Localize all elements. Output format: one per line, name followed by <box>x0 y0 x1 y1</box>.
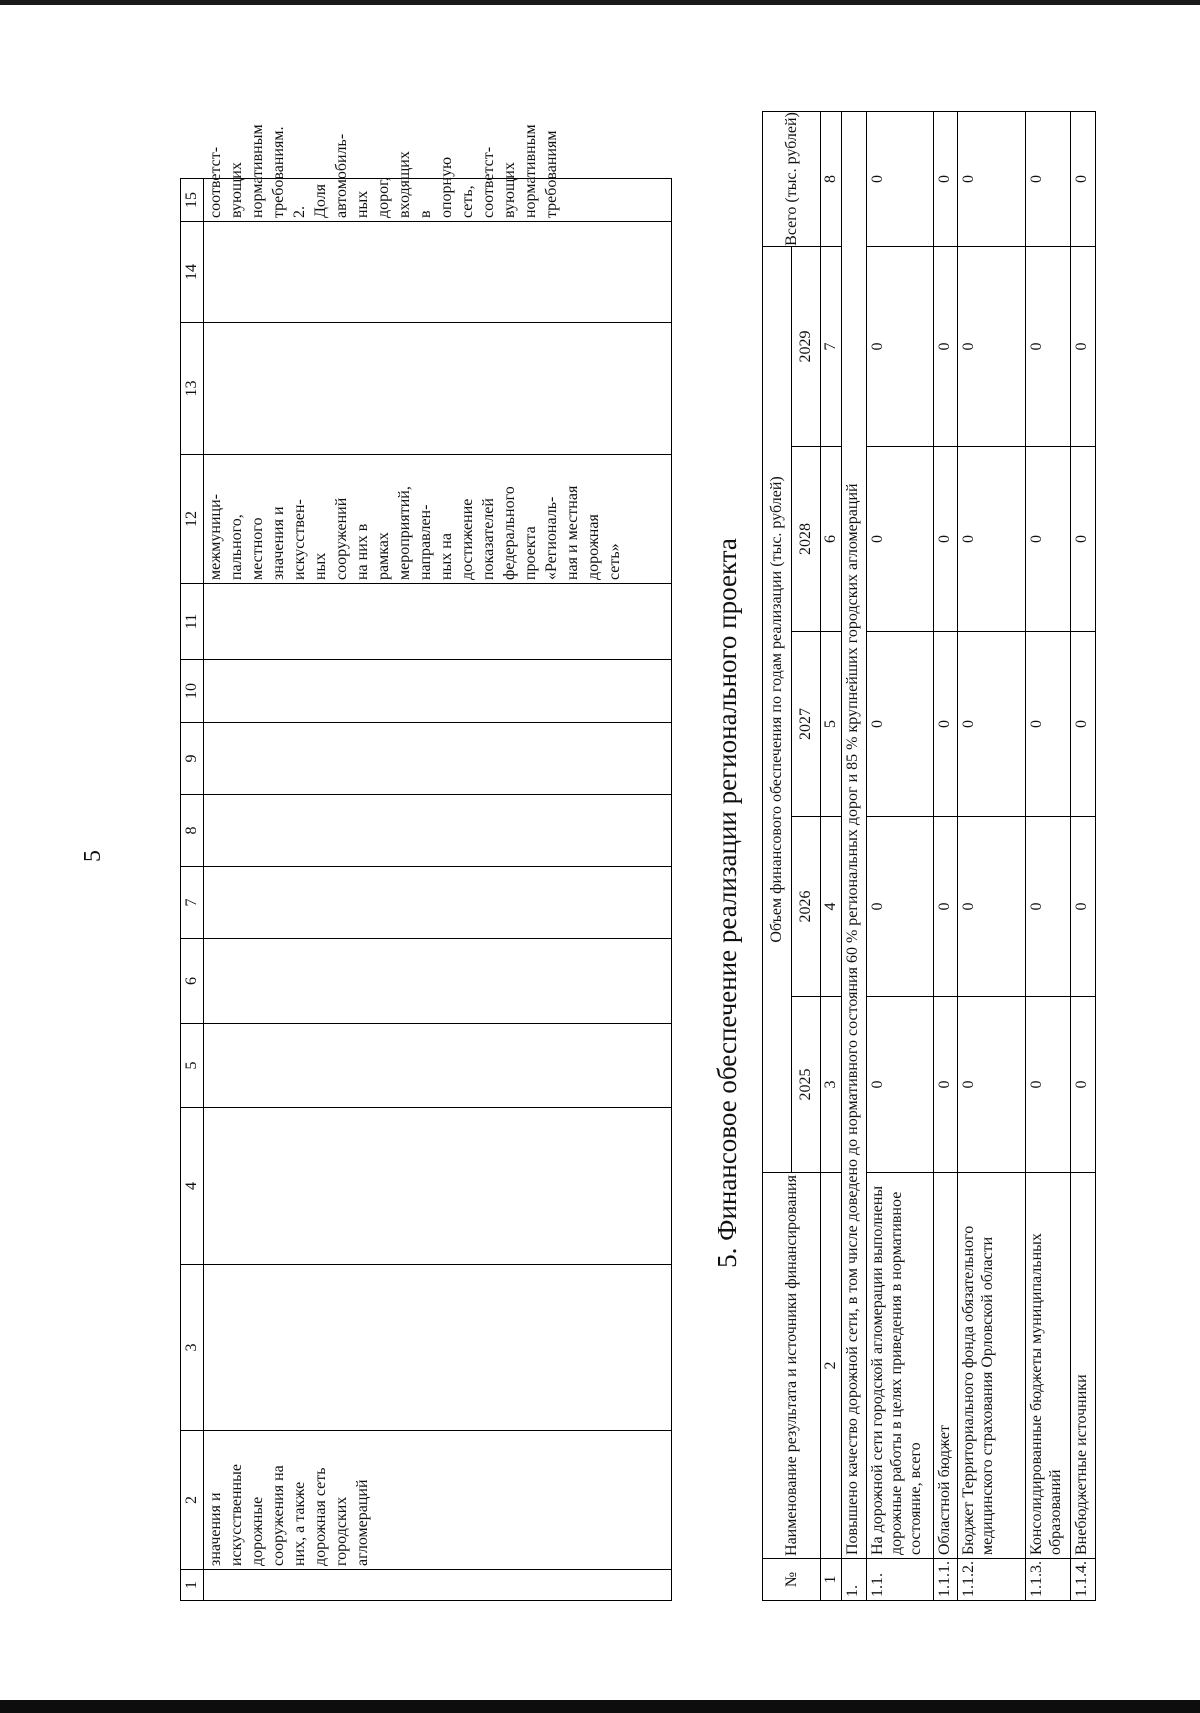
col-num-3: 3 <box>181 1265 204 1431</box>
value-2026: 0 <box>866 817 933 997</box>
col-num-13: 13 <box>181 323 204 455</box>
year-2026: 2026 <box>791 817 820 997</box>
row-no: 1.1. <box>866 1559 933 1601</box>
header-total: Всего (тыс. рублей) <box>763 111 821 246</box>
row-name: Внебюджетные источники <box>1071 1173 1096 1559</box>
col-num-11: 11 <box>181 584 204 660</box>
year-2027: 2027 <box>791 632 820 817</box>
finance-row <box>1071 111 1096 1600</box>
col-num-8: 8 <box>181 795 204 867</box>
cell-8 <box>204 795 672 867</box>
value-2027: 0 <box>958 632 1025 817</box>
value-2029: 0 <box>1071 246 1096 446</box>
value-2028: 0 <box>1071 447 1096 632</box>
colnum-3: 3 <box>820 997 841 1173</box>
value-2025: 0 <box>933 997 958 1173</box>
colnum-2: 2 <box>820 1173 841 1559</box>
value-2026: 0 <box>958 817 1025 997</box>
cell-15-text: соответст- вующих нормативным требованиям. 2. Доля автомобиль- ных дорог, входящих в опорную сеть, соответст- вующих нормативным требованиям <box>204 179 672 222</box>
value-2029: 0 <box>1025 246 1071 446</box>
header-no: № <box>763 1559 821 1601</box>
row-no: 1.1.3. <box>1025 1559 1071 1601</box>
cell-2-text: значения и искусственные дорожные сооружения на них, а также дорожная сеть городских агломераций <box>204 1431 672 1570</box>
finance-column-numbers <box>820 111 841 1600</box>
finance-row <box>958 111 1025 1600</box>
finance-row <box>933 111 958 1600</box>
section-title: 5. Финансовое обеспечение реализации регионального проекта <box>712 538 742 1268</box>
col-num-12: 12 <box>181 455 204 584</box>
year-2028: 2028 <box>791 447 820 632</box>
col-num-5: 5 <box>181 1024 204 1108</box>
section-no: 1. <box>841 1559 866 1601</box>
col-num-2: 2 <box>181 1431 204 1570</box>
cell-13 <box>204 323 672 455</box>
year-2029: 2029 <box>791 246 820 446</box>
value-2028: 0 <box>933 447 958 632</box>
cell-5 <box>204 1024 672 1108</box>
value-2028: 0 <box>1025 447 1071 632</box>
cell-10 <box>204 660 672 723</box>
value-2027: 0 <box>1025 632 1071 817</box>
cell-6 <box>204 939 672 1024</box>
value-total: 0 <box>1025 111 1071 246</box>
cell-7 <box>204 867 672 939</box>
col-num-1: 1 <box>181 1570 204 1601</box>
col-num-14: 14 <box>181 222 204 323</box>
cell-4 <box>204 1108 672 1265</box>
value-2025: 0 <box>958 997 1025 1173</box>
row-name: Бюджет Территориального фонда обязательного медицинского страхования Орловской области <box>958 1173 1025 1559</box>
value-2027: 0 <box>1071 632 1096 817</box>
col-num-10: 10 <box>181 660 204 723</box>
value-total: 0 <box>1071 111 1096 246</box>
cell-9 <box>204 723 672 795</box>
finance-header-row-1 <box>763 111 792 1600</box>
value-2026: 0 <box>1025 817 1071 997</box>
value-total: 0 <box>866 111 933 246</box>
cell-1 <box>204 1570 672 1601</box>
colnum-7: 7 <box>820 246 841 446</box>
col-num-7: 7 <box>181 867 204 939</box>
value-2029: 0 <box>866 246 933 446</box>
value-total: 0 <box>958 111 1025 246</box>
colnum-5: 5 <box>820 632 841 817</box>
value-2027: 0 <box>933 632 958 817</box>
row-no: 1.1.1. <box>933 1559 958 1601</box>
value-total: 0 <box>933 111 958 246</box>
value-2029: 0 <box>933 246 958 446</box>
value-2029: 0 <box>958 246 1025 446</box>
colnum-4: 4 <box>820 817 841 997</box>
cell-11 <box>204 584 672 660</box>
continuation-table <box>180 124 672 1601</box>
value-2025: 0 <box>1071 997 1096 1173</box>
continuation-body-row <box>204 179 672 1601</box>
value-2025: 0 <box>866 997 933 1173</box>
row-name: Областной бюджет <box>933 1173 958 1559</box>
value-2027: 0 <box>866 632 933 817</box>
row-name: Консолидированные бюджеты муниципальных образований <box>1025 1173 1071 1559</box>
finance-section-row <box>841 111 866 1600</box>
value-2028: 0 <box>958 447 1025 632</box>
value-2026: 0 <box>1071 817 1096 997</box>
value-2025: 0 <box>1025 997 1071 1173</box>
col-num-15: 15 <box>181 179 204 222</box>
row-no: 1.1.2. <box>958 1559 1025 1601</box>
colnum-8: 8 <box>820 111 841 246</box>
header-name: Наименование результата и источники финансирования <box>763 1173 821 1559</box>
colnum-6: 6 <box>820 447 841 632</box>
value-2028: 0 <box>866 447 933 632</box>
finance-row <box>866 111 933 1600</box>
col-num-6: 6 <box>181 939 204 1024</box>
year-2025: 2025 <box>791 997 820 1173</box>
page-number: 5 <box>80 850 106 862</box>
cell-12-text: межмуници- пального, местного значения и искусствен- ных сооружений на них в рамках мероприятий, направлен- ных на достижение показателей федерального проекта «Региональ- ная и местная дорожная сеть» <box>204 455 672 584</box>
continuation-header-row <box>181 179 204 1601</box>
colnum-1: 1 <box>820 1559 841 1601</box>
row-name: На дорожной сети городской агломерации выполнены дорожные работы в целях приведения в нормативное состояние, всего <box>866 1173 933 1559</box>
col-num-4: 4 <box>181 1108 204 1265</box>
row-no: 1.1.4. <box>1071 1559 1096 1601</box>
col-num-9: 9 <box>181 723 204 795</box>
cell-3 <box>204 1265 672 1431</box>
cell-14 <box>204 222 672 323</box>
section-text: Повышено качество дорожной сети, в том числе доведено до нормативного состояния 60 % региональных дорог и 85 % крупнейших городских агломераций <box>841 111 866 1558</box>
value-2026: 0 <box>933 817 958 997</box>
finance-row <box>1025 111 1071 1600</box>
finance-table <box>762 111 1096 1601</box>
header-volume: Объем финансового обеспечения по годам реализации (тыс. рублей) <box>763 246 792 1172</box>
